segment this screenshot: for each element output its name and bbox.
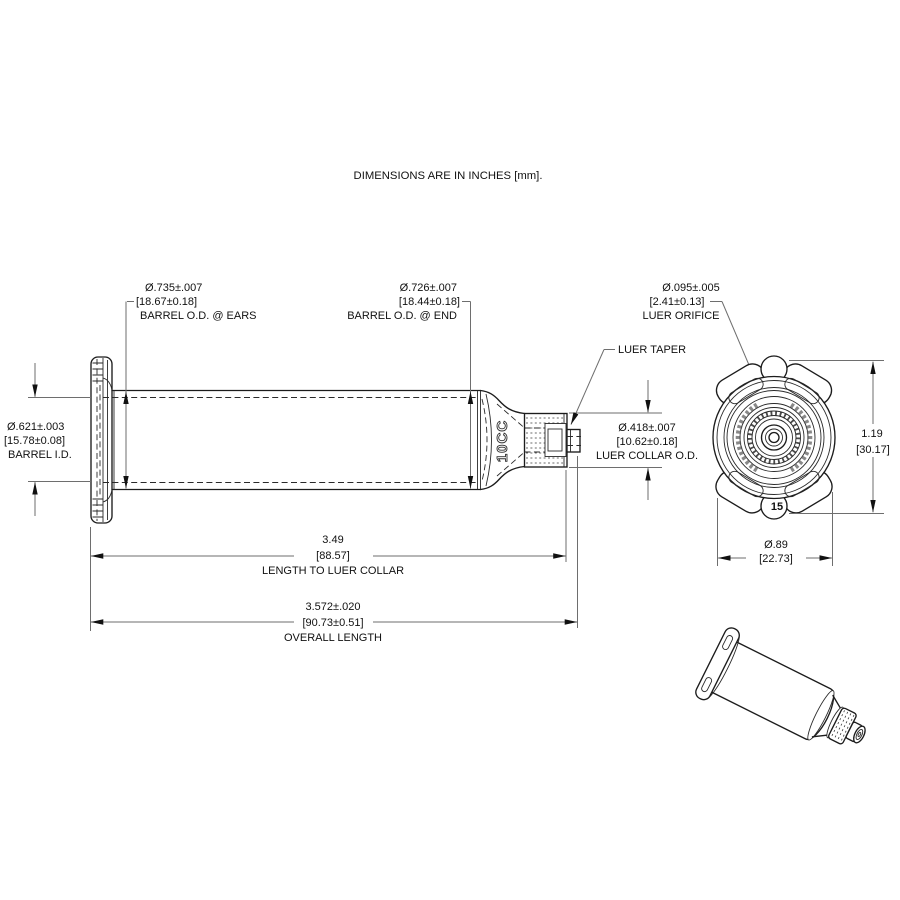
dim-value: Ø.726±.007 bbox=[399, 282, 457, 294]
dim-value: Ø.095±.005 bbox=[662, 282, 720, 294]
dim-value-mm: [90.73±0.51] bbox=[302, 617, 364, 629]
end-view bbox=[712, 356, 837, 519]
iso-view bbox=[693, 626, 880, 772]
dim-value-mm: [18.67±0.18] bbox=[136, 296, 198, 308]
dim-value: Ø.735±.007 bbox=[145, 282, 203, 294]
dim-value: Ø.621±.003 bbox=[7, 421, 65, 433]
dim-value-mm: [22.73] bbox=[759, 553, 793, 565]
dim-value-mm: [88.57] bbox=[316, 550, 350, 562]
dim-label: OVERALL LENGTH bbox=[283, 632, 383, 644]
dim-label: LUER ORIFICE bbox=[642, 310, 720, 322]
dim-value-mm: [30.17] bbox=[856, 444, 890, 456]
leader-luer-taper bbox=[571, 344, 686, 425]
dim-value-mm: [10.62±0.18] bbox=[616, 436, 678, 448]
dim-label: BARREL I.D. bbox=[8, 449, 72, 461]
dim-barrel-od-end bbox=[347, 282, 470, 489]
dim-luer-collar-od bbox=[569, 380, 698, 500]
dim-label: LUER TAPER bbox=[618, 344, 687, 356]
dim-value: Ø.418±.007 bbox=[618, 422, 676, 434]
main-view bbox=[91, 357, 581, 523]
dim-label: BARREL O.D. @ END bbox=[347, 310, 457, 322]
luer-collar bbox=[525, 414, 568, 468]
dim-label: BARREL O.D. @ EARS bbox=[140, 310, 257, 322]
end-view-mold-number: 15 bbox=[770, 501, 784, 513]
dim-value-mm: [2.41±0.13] bbox=[649, 296, 705, 308]
dim-value: 3.49 bbox=[322, 534, 344, 546]
barrel-body bbox=[103, 391, 481, 490]
dim-label: LENGTH TO LUER COLLAR bbox=[261, 565, 405, 577]
units-note: DIMENSIONS ARE IN INCHES [mm]. bbox=[353, 170, 543, 182]
dim-barrel-od-ears bbox=[126, 282, 257, 489]
barrel-neck bbox=[481, 391, 525, 490]
barrel-flange bbox=[91, 357, 112, 523]
dim-value: Ø.89 bbox=[764, 539, 788, 551]
barrel-volume-marking: 10CC bbox=[493, 419, 511, 463]
dim-value-mm: [15.78±0.08] bbox=[4, 435, 66, 447]
dim-value: 3.572±.020 bbox=[305, 601, 361, 613]
dim-value-mm: [18.44±0.18] bbox=[398, 296, 460, 308]
dim-value: 1.19 bbox=[861, 428, 883, 440]
luer-tip bbox=[567, 430, 581, 453]
dim-label: LUER COLLAR O.D. bbox=[595, 450, 699, 462]
dim-barrel-id bbox=[4, 363, 91, 516]
